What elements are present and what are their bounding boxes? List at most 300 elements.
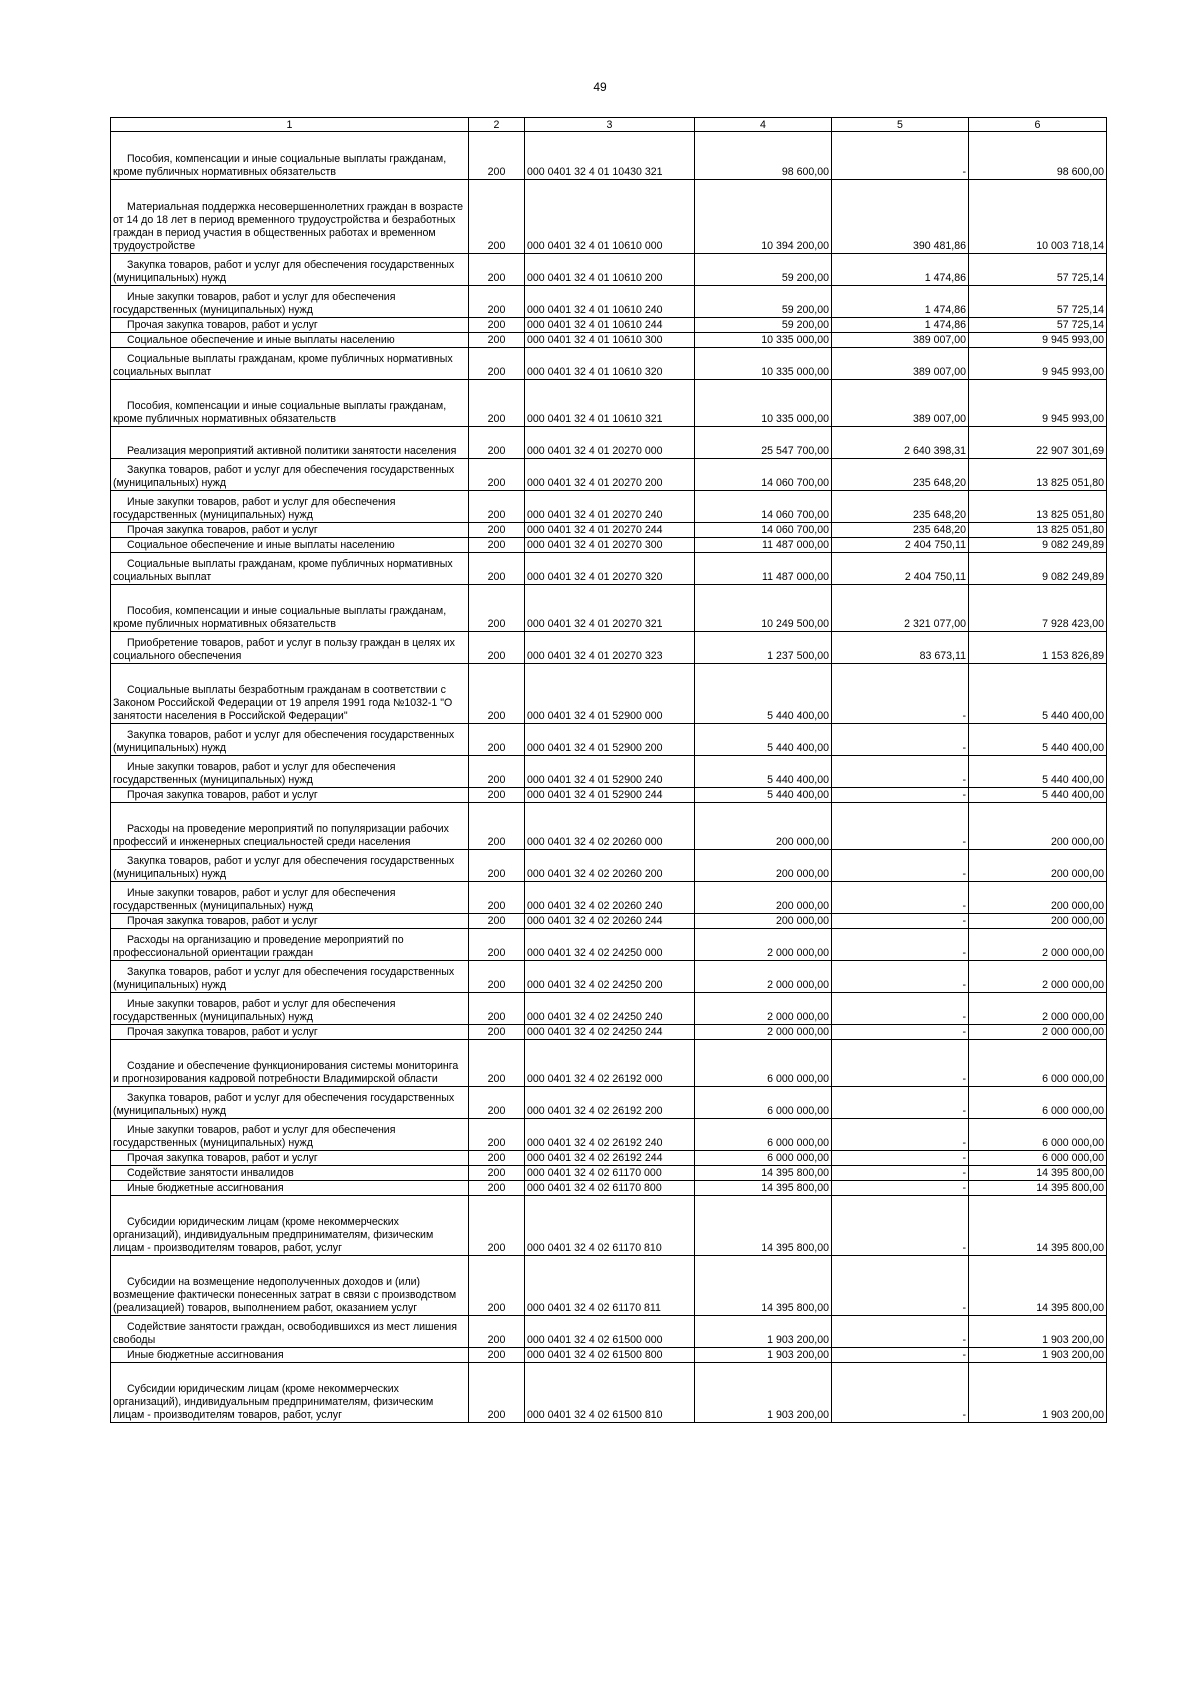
- row-remaining-cell: 9 945 993,00: [969, 348, 1107, 380]
- row-code-cell: 200: [469, 1196, 525, 1256]
- table-row: [111, 491, 1107, 523]
- table-row: [111, 318, 1107, 333]
- table-row: [111, 553, 1107, 585]
- row-code-cell: 200: [469, 1363, 525, 1423]
- row-code-cell: 200: [469, 914, 525, 929]
- row-name-text: Реализация мероприятий активной политики занятости населения: [127, 445, 457, 457]
- row-kbk-cell: 000 0401 32 4 02 26192 000: [525, 1040, 695, 1087]
- table-row: [111, 1087, 1107, 1119]
- table-row: [111, 427, 1107, 459]
- row-remaining-cell: 14 395 800,00: [969, 1196, 1107, 1256]
- row-kbk-cell: 000 0401 32 4 01 10610 240: [525, 286, 695, 318]
- row-code-cell: 200: [469, 632, 525, 664]
- row-executed-cell: 235 648,20: [832, 491, 969, 523]
- row-name-cell: [111, 914, 469, 929]
- row-approved-cell: 14 395 800,00: [695, 1166, 832, 1181]
- row-code-cell: 200: [469, 1040, 525, 1087]
- row-approved-cell: 1 903 200,00: [695, 1363, 832, 1423]
- row-code-cell: 200: [469, 1151, 525, 1166]
- row-remaining-cell: 9 082 249,89: [969, 538, 1107, 553]
- row-kbk-cell: 000 0401 32 4 01 20270 320: [525, 553, 695, 585]
- row-executed-cell: -: [832, 1025, 969, 1040]
- row-name-text: Расходы на организацию и проведение мероприятий по профессиональной ориентации граждан: [113, 934, 404, 959]
- row-name-cell: [111, 993, 469, 1025]
- row-remaining-cell: 22 907 301,69: [969, 427, 1107, 459]
- row-executed-cell: 2 321 077,00: [832, 585, 969, 632]
- row-executed-cell: 2 404 750,11: [832, 538, 969, 553]
- row-approved-cell: 11 487 000,00: [695, 553, 832, 585]
- row-approved-cell: 6 000 000,00: [695, 1151, 832, 1166]
- row-approved-cell: 200 000,00: [695, 914, 832, 929]
- row-name-cell: [111, 803, 469, 850]
- row-name-cell: [111, 929, 469, 961]
- row-code-cell: 200: [469, 1181, 525, 1196]
- row-kbk-cell: 000 0401 32 4 02 26192 244: [525, 1151, 695, 1166]
- row-remaining-cell: 200 000,00: [969, 882, 1107, 914]
- table-header-row: [111, 118, 1107, 132]
- row-executed-cell: -: [832, 850, 969, 882]
- row-name-text: Иные бюджетные ассигнования: [127, 1182, 284, 1194]
- header-col-5: 5: [832, 118, 969, 132]
- table-row: [111, 993, 1107, 1025]
- row-name-cell: [111, 1087, 469, 1119]
- row-code-cell: 200: [469, 961, 525, 993]
- row-approved-cell: 6 000 000,00: [695, 1119, 832, 1151]
- row-code-cell: 200: [469, 1316, 525, 1348]
- row-executed-cell: -: [832, 993, 969, 1025]
- row-code-cell: 200: [469, 318, 525, 333]
- row-executed-cell: 389 007,00: [832, 333, 969, 348]
- row-code-cell: 200: [469, 664, 525, 724]
- row-approved-cell: 10 394 200,00: [695, 180, 832, 254]
- header-col-2: 2: [469, 118, 525, 132]
- row-approved-cell: 5 440 400,00: [695, 664, 832, 724]
- table-row: [111, 724, 1107, 756]
- row-remaining-cell: 6 000 000,00: [969, 1087, 1107, 1119]
- table-row: [111, 538, 1107, 553]
- row-executed-cell: -: [832, 1196, 969, 1256]
- table-row: [111, 1181, 1107, 1196]
- row-executed-cell: -: [832, 1181, 969, 1196]
- row-remaining-cell: 6 000 000,00: [969, 1040, 1107, 1087]
- row-name-text: Иные закупки товаров, работ и услуг для обеспечения государственных (муниципальных) нужд: [113, 887, 396, 912]
- row-name-text: Иные закупки товаров, работ и услуг для обеспечения государственных (муниципальных) нужд: [113, 761, 396, 786]
- row-kbk-cell: 000 0401 32 4 02 61170 810: [525, 1196, 695, 1256]
- row-name-text: Социальные выплаты гражданам, кроме публичных нормативных социальных выплат: [113, 558, 453, 583]
- row-code-cell: 200: [469, 1087, 525, 1119]
- table-row: [111, 1256, 1107, 1316]
- header-col-1: 1: [111, 118, 469, 132]
- table-row: [111, 286, 1107, 318]
- row-executed-cell: 389 007,00: [832, 380, 969, 427]
- row-name-text: Пособия, компенсации и иные социальные выплаты гражданам, кроме публичных нормативных обязательств: [113, 153, 447, 178]
- row-name-text: Создание и обеспечение функционирования системы мониторинга и прогнозирования кадровой потребности Владимирской области: [113, 1060, 459, 1085]
- row-approved-cell: 14 060 700,00: [695, 459, 832, 491]
- row-name-cell: [111, 1348, 469, 1363]
- row-kbk-cell: 000 0401 32 4 02 61500 800: [525, 1348, 695, 1363]
- row-name-cell: [111, 1256, 469, 1316]
- row-name-text: Иные закупки товаров, работ и услуг для обеспечения государственных (муниципальных) нужд: [113, 998, 396, 1023]
- row-kbk-cell: 000 0401 32 4 02 61500 000: [525, 1316, 695, 1348]
- row-kbk-cell: 000 0401 32 4 01 10610 300: [525, 333, 695, 348]
- row-code-cell: 200: [469, 756, 525, 788]
- table-row: [111, 1363, 1107, 1423]
- table-row: [111, 1040, 1107, 1087]
- row-name-cell: [111, 459, 469, 491]
- row-remaining-cell: 200 000,00: [969, 850, 1107, 882]
- row-remaining-cell: 14 395 800,00: [969, 1256, 1107, 1316]
- table-row: [111, 348, 1107, 380]
- row-name-cell: [111, 1040, 469, 1087]
- row-name-text: Содействие занятости граждан, освободившихся из мест лишения свободы: [113, 1321, 457, 1346]
- row-code-cell: 200: [469, 348, 525, 380]
- row-name-text: Социальные выплаты безработным гражданам в соответствии с Законом Российской Федерации от 19 апреля 1991 года №1032-1 "О занятости населения в Российской Федерации": [113, 684, 453, 722]
- row-name-text: Закупка товаров, работ и услуг для обеспечения государственных (муниципальных) нужд: [113, 464, 455, 489]
- row-name-cell: [111, 664, 469, 724]
- row-name-cell: [111, 1119, 469, 1151]
- row-code-cell: 200: [469, 724, 525, 756]
- row-code-cell: 200: [469, 180, 525, 254]
- row-remaining-cell: 5 440 400,00: [969, 788, 1107, 803]
- row-code-cell: 200: [469, 1256, 525, 1316]
- row-executed-cell: 1 474,86: [832, 318, 969, 333]
- row-kbk-cell: 000 0401 32 4 01 10610 000: [525, 180, 695, 254]
- row-executed-cell: -: [832, 1363, 969, 1423]
- row-kbk-cell: 000 0401 32 4 01 52900 000: [525, 664, 695, 724]
- row-name-cell: [111, 788, 469, 803]
- row-approved-cell: 10 249 500,00: [695, 585, 832, 632]
- row-name-text: Закупка товаров, работ и услуг для обеспечения государственных (муниципальных) нужд: [113, 729, 455, 754]
- row-remaining-cell: 1 903 200,00: [969, 1348, 1107, 1363]
- row-name-text: Субсидии на возмещение недополученных доходов и (или) возмещение фактически понесенных затрат в связи с производством (реализацией) товаров, выполнением работ, оказанием услуг: [113, 1276, 457, 1314]
- table-row: [111, 850, 1107, 882]
- row-name-cell: [111, 523, 469, 538]
- table-row: [111, 333, 1107, 348]
- row-remaining-cell: 10 003 718,14: [969, 180, 1107, 254]
- row-name-text: Пособия, компенсации и иные социальные выплаты гражданам, кроме публичных нормативных обязательств: [113, 400, 447, 425]
- row-executed-cell: -: [832, 914, 969, 929]
- row-name-cell: [111, 882, 469, 914]
- row-remaining-cell: 13 825 051,80: [969, 459, 1107, 491]
- row-name-text: Приобретение товаров, работ и услуг в пользу граждан в целях их социального обеспечения: [113, 637, 455, 662]
- row-remaining-cell: 6 000 000,00: [969, 1151, 1107, 1166]
- row-code-cell: 200: [469, 1025, 525, 1040]
- row-executed-cell: 235 648,20: [832, 459, 969, 491]
- row-name-text: Прочая закупка товаров, работ и услуг: [127, 915, 318, 927]
- row-code-cell: 200: [469, 585, 525, 632]
- row-name-text: Содействие занятости инвалидов: [127, 1167, 294, 1179]
- row-kbk-cell: 000 0401 32 4 01 10610 321: [525, 380, 695, 427]
- row-name-text: Социальные выплаты гражданам, кроме публичных нормативных социальных выплат: [113, 353, 453, 378]
- row-code-cell: 200: [469, 286, 525, 318]
- row-name-text: Закупка товаров, работ и услуг для обеспечения государственных (муниципальных) нужд: [113, 855, 455, 880]
- row-kbk-cell: 000 0401 32 4 02 20260 240: [525, 882, 695, 914]
- row-kbk-cell: 000 0401 32 4 01 20270 240: [525, 491, 695, 523]
- row-executed-cell: 389 007,00: [832, 348, 969, 380]
- row-remaining-cell: 9 945 993,00: [969, 380, 1107, 427]
- table-row: [111, 788, 1107, 803]
- table-row: [111, 664, 1107, 724]
- row-kbk-cell: 000 0401 32 4 01 20270 321: [525, 585, 695, 632]
- row-approved-cell: 59 200,00: [695, 254, 832, 286]
- table-row: [111, 1166, 1107, 1181]
- row-kbk-cell: 000 0401 32 4 01 10430 321: [525, 132, 695, 180]
- table-row: [111, 1025, 1107, 1040]
- row-code-cell: 200: [469, 132, 525, 180]
- row-code-cell: 200: [469, 333, 525, 348]
- row-executed-cell: 1 474,86: [832, 254, 969, 286]
- row-kbk-cell: 000 0401 32 4 02 24250 240: [525, 993, 695, 1025]
- row-approved-cell: 5 440 400,00: [695, 788, 832, 803]
- row-executed-cell: -: [832, 882, 969, 914]
- table-row: [111, 961, 1107, 993]
- row-code-cell: 200: [469, 882, 525, 914]
- row-kbk-cell: 000 0401 32 4 02 61170 000: [525, 1166, 695, 1181]
- row-remaining-cell: 98 600,00: [969, 132, 1107, 180]
- row-executed-cell: -: [832, 664, 969, 724]
- row-code-cell: 200: [469, 850, 525, 882]
- row-code-cell: 200: [469, 427, 525, 459]
- row-name-text: Социальное обеспечение и иные выплаты населению: [127, 539, 395, 551]
- row-executed-cell: -: [832, 788, 969, 803]
- row-approved-cell: 25 547 700,00: [695, 427, 832, 459]
- row-executed-cell: -: [832, 1119, 969, 1151]
- table-row: [111, 882, 1107, 914]
- row-name-cell: [111, 254, 469, 286]
- row-remaining-cell: 6 000 000,00: [969, 1119, 1107, 1151]
- row-name-cell: [111, 427, 469, 459]
- row-name-cell: [111, 180, 469, 254]
- row-approved-cell: 2 000 000,00: [695, 993, 832, 1025]
- row-remaining-cell: 57 725,14: [969, 318, 1107, 333]
- table-row: [111, 632, 1107, 664]
- row-kbk-cell: 000 0401 32 4 01 52900 240: [525, 756, 695, 788]
- row-name-cell: [111, 850, 469, 882]
- row-code-cell: 200: [469, 380, 525, 427]
- row-approved-cell: 11 487 000,00: [695, 538, 832, 553]
- row-approved-cell: 2 000 000,00: [695, 929, 832, 961]
- row-kbk-cell: 000 0401 32 4 02 26192 200: [525, 1087, 695, 1119]
- row-executed-cell: 235 648,20: [832, 523, 969, 538]
- table-row: [111, 459, 1107, 491]
- row-remaining-cell: 9 082 249,89: [969, 553, 1107, 585]
- row-executed-cell: 390 481,86: [832, 180, 969, 254]
- row-kbk-cell: 000 0401 32 4 02 61170 800: [525, 1181, 695, 1196]
- row-name-cell: [111, 724, 469, 756]
- row-code-cell: 200: [469, 803, 525, 850]
- budget-table: [110, 117, 1107, 1423]
- row-name-text: Прочая закупка товаров, работ и услуг: [127, 1026, 318, 1038]
- row-executed-cell: -: [832, 929, 969, 961]
- row-name-cell: [111, 1181, 469, 1196]
- row-executed-cell: -: [832, 1040, 969, 1087]
- row-kbk-cell: 000 0401 32 4 02 26192 240: [525, 1119, 695, 1151]
- row-name-cell: [111, 318, 469, 333]
- row-name-cell: [111, 286, 469, 318]
- row-code-cell: 200: [469, 1166, 525, 1181]
- row-remaining-cell: 1 153 826,89: [969, 632, 1107, 664]
- row-approved-cell: 1 237 500,00: [695, 632, 832, 664]
- row-name-cell: [111, 1316, 469, 1348]
- row-name-text: Социальное обеспечение и иные выплаты населению: [127, 334, 395, 346]
- row-kbk-cell: 000 0401 32 4 01 52900 200: [525, 724, 695, 756]
- row-remaining-cell: 200 000,00: [969, 914, 1107, 929]
- row-name-text: Субсидии юридическим лицам (кроме некоммерческих организаций), индивидуальным предпринимателям, физическим лицам - производителям товаров, работ, услуг: [113, 1383, 434, 1421]
- row-kbk-cell: 000 0401 32 4 01 20270 200: [525, 459, 695, 491]
- table-row: [111, 803, 1107, 850]
- row-name-cell: [111, 1166, 469, 1181]
- row-approved-cell: 6 000 000,00: [695, 1040, 832, 1087]
- row-name-cell: [111, 585, 469, 632]
- row-approved-cell: 1 903 200,00: [695, 1316, 832, 1348]
- row-code-cell: 200: [469, 538, 525, 553]
- row-name-text: Закупка товаров, работ и услуг для обеспечения государственных (муниципальных) нужд: [113, 966, 455, 991]
- row-name-text: Прочая закупка товаров, работ и услуг: [127, 319, 318, 331]
- row-approved-cell: 5 440 400,00: [695, 724, 832, 756]
- row-name-cell: [111, 1151, 469, 1166]
- row-code-cell: 200: [469, 491, 525, 523]
- row-approved-cell: 1 903 200,00: [695, 1348, 832, 1363]
- row-code-cell: 200: [469, 1348, 525, 1363]
- row-approved-cell: 98 600,00: [695, 132, 832, 180]
- row-approved-cell: 59 200,00: [695, 286, 832, 318]
- row-name-text: Иные закупки товаров, работ и услуг для обеспечения государственных (муниципальных) нужд: [113, 1124, 396, 1149]
- row-name-text: Материальная поддержка несовершеннолетних граждан в возрасте от 14 до 18 лет в период временного трудоустройства и безработных граждан в период участия в общественных работах и временном трудоустройстве: [113, 201, 464, 252]
- row-code-cell: 200: [469, 1119, 525, 1151]
- row-remaining-cell: 2 000 000,00: [969, 1025, 1107, 1040]
- row-approved-cell: 6 000 000,00: [695, 1087, 832, 1119]
- row-kbk-cell: 000 0401 32 4 02 24250 200: [525, 961, 695, 993]
- row-approved-cell: 2 000 000,00: [695, 961, 832, 993]
- row-executed-cell: -: [832, 1348, 969, 1363]
- row-name-text: Пособия, компенсации и иные социальные выплаты гражданам, кроме публичных нормативных обязательств: [113, 605, 447, 630]
- table-row: [111, 1348, 1107, 1363]
- row-name-text: Закупка товаров, работ и услуг для обеспечения государственных (муниципальных) нужд: [113, 259, 455, 284]
- row-name-text: Прочая закупка товаров, работ и услуг: [127, 789, 318, 801]
- table-row: [111, 914, 1107, 929]
- row-name-text: Субсидии юридическим лицам (кроме некоммерческих организаций), индивидуальным предпринимателям, физическим лицам - производителям товаров, работ, услуг: [113, 1216, 434, 1254]
- row-kbk-cell: 000 0401 32 4 02 20260 244: [525, 914, 695, 929]
- row-remaining-cell: 2 000 000,00: [969, 961, 1107, 993]
- table-body: [111, 132, 1107, 1423]
- row-kbk-cell: 000 0401 32 4 01 10610 200: [525, 254, 695, 286]
- row-kbk-cell: 000 0401 32 4 01 20270 244: [525, 523, 695, 538]
- row-name-text: Иные закупки товаров, работ и услуг для обеспечения государственных (муниципальных) нужд: [113, 496, 396, 521]
- row-name-text: Прочая закупка товаров, работ и услуг: [127, 524, 318, 536]
- row-remaining-cell: 13 825 051,80: [969, 491, 1107, 523]
- row-kbk-cell: 000 0401 32 4 01 20270 300: [525, 538, 695, 553]
- row-approved-cell: 14 395 800,00: [695, 1196, 832, 1256]
- table-row: [111, 1151, 1107, 1166]
- row-approved-cell: 5 440 400,00: [695, 756, 832, 788]
- row-approved-cell: 10 335 000,00: [695, 333, 832, 348]
- table-row: [111, 380, 1107, 427]
- row-name-cell: [111, 1025, 469, 1040]
- row-kbk-cell: 000 0401 32 4 02 61170 811: [525, 1256, 695, 1316]
- row-kbk-cell: 000 0401 32 4 01 10610 320: [525, 348, 695, 380]
- row-executed-cell: 83 673,11: [832, 632, 969, 664]
- row-kbk-cell: 000 0401 32 4 01 52900 244: [525, 788, 695, 803]
- table-row: [111, 132, 1107, 180]
- row-executed-cell: -: [832, 1151, 969, 1166]
- row-approved-cell: 59 200,00: [695, 318, 832, 333]
- row-remaining-cell: 1 903 200,00: [969, 1363, 1107, 1423]
- row-code-cell: 200: [469, 523, 525, 538]
- row-code-cell: 200: [469, 993, 525, 1025]
- row-kbk-cell: 000 0401 32 4 02 24250 000: [525, 929, 695, 961]
- row-executed-cell: -: [832, 1316, 969, 1348]
- row-remaining-cell: 57 725,14: [969, 286, 1107, 318]
- row-executed-cell: -: [832, 132, 969, 180]
- row-kbk-cell: 000 0401 32 4 01 20270 000: [525, 427, 695, 459]
- row-name-text: Расходы на проведение мероприятий по популяризации рабочих профессий и инженерных специальностей среди населения: [113, 823, 449, 848]
- row-remaining-cell: 9 945 993,00: [969, 333, 1107, 348]
- row-approved-cell: 10 335 000,00: [695, 348, 832, 380]
- row-kbk-cell: 000 0401 32 4 02 20260 000: [525, 803, 695, 850]
- row-name-cell: [111, 348, 469, 380]
- row-name-text: Закупка товаров, работ и услуг для обеспечения государственных (муниципальных) нужд: [113, 1092, 455, 1117]
- row-executed-cell: -: [832, 756, 969, 788]
- row-remaining-cell: 200 000,00: [969, 803, 1107, 850]
- row-executed-cell: -: [832, 1256, 969, 1316]
- row-name-cell: [111, 632, 469, 664]
- row-approved-cell: 200 000,00: [695, 850, 832, 882]
- table-row: [111, 1119, 1107, 1151]
- table-row: [111, 180, 1107, 254]
- table-row: [111, 1196, 1107, 1256]
- row-kbk-cell: 000 0401 32 4 02 20260 200: [525, 850, 695, 882]
- row-remaining-cell: 2 000 000,00: [969, 993, 1107, 1025]
- header-col-6: 6: [969, 118, 1107, 132]
- row-name-text: Иные закупки товаров, работ и услуг для обеспечения государственных (муниципальных) нужд: [113, 291, 396, 316]
- row-code-cell: 200: [469, 254, 525, 286]
- table-row: [111, 585, 1107, 632]
- row-executed-cell: -: [832, 1087, 969, 1119]
- row-code-cell: 200: [469, 459, 525, 491]
- row-name-cell: [111, 491, 469, 523]
- row-name-cell: [111, 553, 469, 585]
- row-name-cell: [111, 333, 469, 348]
- row-remaining-cell: 2 000 000,00: [969, 929, 1107, 961]
- table-row: [111, 1316, 1107, 1348]
- row-remaining-cell: 13 825 051,80: [969, 523, 1107, 538]
- row-approved-cell: 14 060 700,00: [695, 491, 832, 523]
- table-row: [111, 254, 1107, 286]
- row-kbk-cell: 000 0401 32 4 01 20270 323: [525, 632, 695, 664]
- header-col-3: 3: [525, 118, 695, 132]
- row-remaining-cell: 5 440 400,00: [969, 664, 1107, 724]
- table-row: [111, 929, 1107, 961]
- row-approved-cell: 14 395 800,00: [695, 1256, 832, 1316]
- row-kbk-cell: 000 0401 32 4 02 61500 810: [525, 1363, 695, 1423]
- row-remaining-cell: 5 440 400,00: [969, 724, 1107, 756]
- row-code-cell: 200: [469, 929, 525, 961]
- row-executed-cell: -: [832, 724, 969, 756]
- row-kbk-cell: 000 0401 32 4 02 24250 244: [525, 1025, 695, 1040]
- table-row: [111, 523, 1107, 538]
- row-executed-cell: -: [832, 961, 969, 993]
- row-executed-cell: -: [832, 1166, 969, 1181]
- row-approved-cell: 10 335 000,00: [695, 380, 832, 427]
- row-approved-cell: 14 395 800,00: [695, 1181, 832, 1196]
- row-remaining-cell: 14 395 800,00: [969, 1181, 1107, 1196]
- row-executed-cell: -: [832, 803, 969, 850]
- row-name-cell: [111, 1363, 469, 1423]
- table-row: [111, 756, 1107, 788]
- row-remaining-cell: 14 395 800,00: [969, 1166, 1107, 1181]
- row-name-cell: [111, 380, 469, 427]
- row-approved-cell: 2 000 000,00: [695, 1025, 832, 1040]
